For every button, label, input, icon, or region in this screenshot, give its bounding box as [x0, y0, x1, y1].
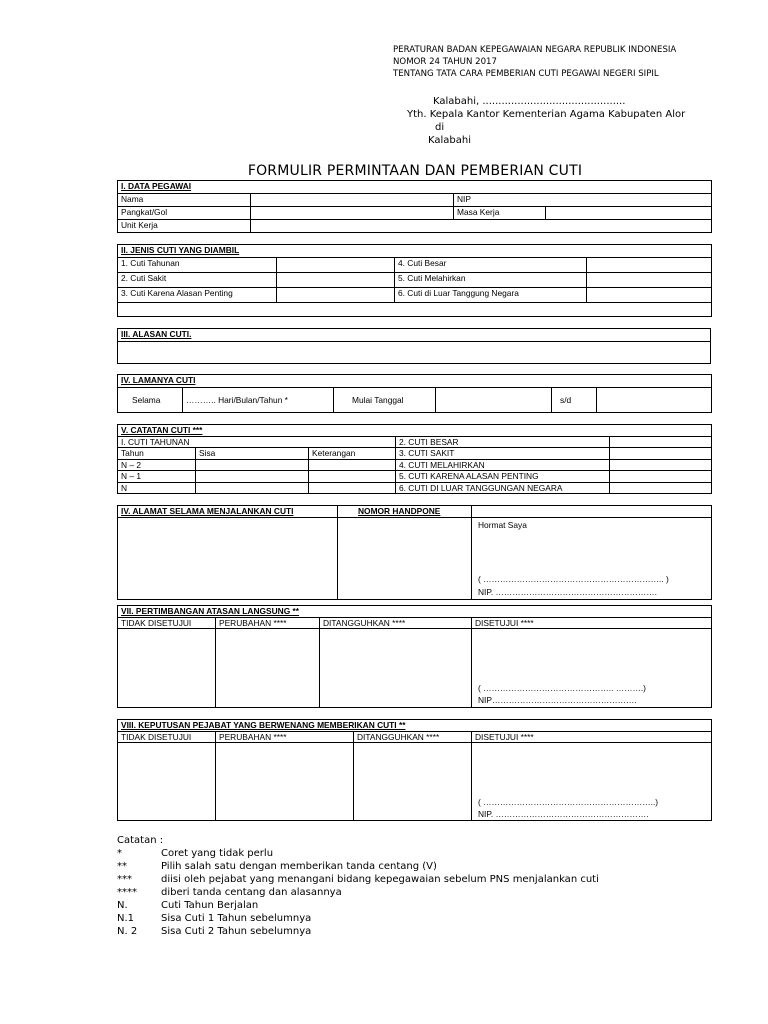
- field-alasan-cuti[interactable]: [118, 342, 711, 364]
- note-key: ****: [117, 887, 137, 898]
- field-sampai-tanggal[interactable]: [597, 388, 712, 413]
- note-key: *: [117, 848, 122, 859]
- signature-line[interactable]: ( ……………………………………………………..): [478, 797, 659, 807]
- notes-title: Catatan :: [117, 835, 164, 846]
- col-perubahan: PERUBAHAN ****: [216, 617, 320, 629]
- label-sd: s/d: [552, 388, 597, 413]
- catatan-field[interactable]: [610, 448, 712, 460]
- place-date: Kalabahi, .............................................: [433, 96, 626, 107]
- catatan-field[interactable]: [610, 482, 712, 494]
- field-ditangguhkan[interactable]: [320, 629, 472, 708]
- cuti-checkbox[interactable]: [277, 258, 395, 273]
- nip-line[interactable]: NIP. ……………………………………………….: [478, 809, 649, 819]
- note-key: N.1: [117, 913, 135, 924]
- field-sisa[interactable]: [196, 482, 309, 494]
- field-durasi[interactable]: ……….. Hari/Bulan/Tahun *: [183, 388, 334, 413]
- note-text: Sisa Cuti 1 Tahun sebelumnya: [161, 913, 312, 924]
- signature-box: [472, 517, 712, 599]
- row-year: N: [118, 482, 196, 494]
- row-year: N – 1: [118, 471, 196, 483]
- col-ditangguhkan: DITANGGUHKAN ****: [320, 617, 472, 629]
- field-perubahan[interactable]: [216, 629, 320, 708]
- note-item: [117, 925, 599, 938]
- cuti-item: 2. Cuti Sakit: [118, 273, 277, 288]
- col-tahun: Tahun: [118, 448, 196, 460]
- section-jenis-cuti: [117, 244, 712, 317]
- section-heading: IV. LAMANYA CUTI: [118, 375, 712, 388]
- note-item: [117, 847, 599, 860]
- col-disetujui: DISETUJUI ****: [472, 617, 712, 629]
- note-text: diisi oleh pejabat yang menangani bidang kepegawaian sebelum PNS menjalankan cuti: [161, 874, 599, 885]
- regulation-line-2: NOMOR 24 TAHUN 2017: [393, 57, 497, 67]
- field-keterangan[interactable]: [309, 482, 396, 494]
- col-keterangan: Keterangan: [309, 448, 396, 460]
- blank-row: [118, 303, 712, 317]
- section-alamat-cuti: [117, 505, 712, 600]
- catatan-field[interactable]: [610, 471, 712, 483]
- catatan-field[interactable]: [610, 436, 712, 448]
- recipient-line-3: Kalabahi: [428, 135, 472, 146]
- field-perubahan[interactable]: [216, 743, 354, 821]
- col-ditangguhkan: DITANGGUHKAN ****: [354, 731, 472, 743]
- cuti-item: 4. Cuti Besar: [395, 258, 587, 273]
- label-mulai-tanggal: Mulai Tanggal: [334, 388, 436, 413]
- blank-cell: [472, 506, 712, 518]
- field-ditangguhkan[interactable]: [354, 743, 472, 821]
- cuti-checkbox[interactable]: [587, 258, 712, 273]
- catatan-item: 6. CUTI DI LUAR TANGGUNGAN NEGARA: [396, 482, 610, 494]
- cuti-item: 6. Cuti di Luar Tanggung Negara: [395, 288, 587, 303]
- field-pangkat-gol[interactable]: [251, 207, 454, 220]
- cuti-checkbox[interactable]: [277, 288, 395, 303]
- note-key: N. 2: [117, 926, 138, 937]
- note-item: [117, 899, 599, 912]
- section-heading: II. JENIS CUTI YANG DIAMBIL: [118, 245, 712, 258]
- section-lamanya-cuti: [117, 374, 712, 413]
- field-disetujui[interactable]: [472, 629, 712, 708]
- recipient-line-2: di: [435, 122, 445, 133]
- field-sisa[interactable]: [196, 471, 309, 483]
- field-nomor-handphone[interactable]: [338, 517, 472, 599]
- col-tidak-disetujui: TIDAK DISETUJUI: [118, 731, 216, 743]
- catatan-item: 3. CUTI SAKIT: [396, 448, 610, 460]
- cuti-item: 3. Cuti Karena Alasan Penting: [118, 288, 277, 303]
- field-nama[interactable]: [251, 194, 454, 207]
- catatan-field[interactable]: [610, 459, 712, 471]
- section-heading: VII. PERTIMBANGAN ATASAN LANGSUNG **: [118, 606, 712, 618]
- note-item: [117, 912, 599, 925]
- note-key: N.: [117, 900, 128, 911]
- field-mulai-tanggal[interactable]: [436, 388, 552, 413]
- section-heading: V. CATATAN CUTI ***: [118, 425, 712, 437]
- field-tidak-disetujui[interactable]: [118, 629, 216, 708]
- section-alasan-cuti: [117, 328, 711, 364]
- field-sisa[interactable]: [196, 459, 309, 471]
- col-disetujui: DISETUJUI ****: [472, 731, 712, 743]
- label-nip: NIP: [454, 194, 712, 207]
- nip-line[interactable]: NIP. ………………………………………………….: [478, 586, 657, 597]
- field-masa-kerja[interactable]: [546, 207, 712, 220]
- regulation-line-3: TENTANG TATA CARA PEMBERIAN CUTI PEGAWAI NEGERI SIPIL: [393, 69, 659, 79]
- form-title: FORMULIR PERMINTAAN DAN PEMBERIAN CUTI: [247, 163, 583, 179]
- regulation-header: [393, 44, 676, 80]
- signature-line[interactable]: ( ……………………………………….. ……….): [478, 683, 646, 693]
- section-pertimbangan-atasan: [117, 605, 712, 708]
- note-text: diberi tanda centang dan alasannya: [161, 887, 342, 898]
- field-keterangan[interactable]: [309, 471, 396, 483]
- row-year: N – 2: [118, 459, 196, 471]
- cuti-checkbox[interactable]: [587, 288, 712, 303]
- section-catatan-cuti: [117, 424, 712, 494]
- label-pangkat-gol: Pangkat/Gol: [118, 207, 251, 220]
- recipient-line-1: Yth. Kepala Kantor Kementerian Agama Kabupaten Alor: [407, 109, 686, 120]
- label-masa-kerja: Masa Kerja: [454, 207, 546, 220]
- field-disetujui[interactable]: [472, 743, 712, 821]
- col-tidak-disetujui: TIDAK DISETUJUI: [118, 617, 216, 629]
- section-heading: I. DATA PEGAWAI: [118, 181, 712, 194]
- label-nomor-handphone: NOMOR HANDPONE: [338, 506, 472, 518]
- section-heading: III. ALASAN CUTI.: [118, 329, 711, 342]
- signature-line[interactable]: ( ……………………………………………………….. ): [478, 573, 669, 584]
- note-text: Coret yang tidak perlu: [161, 848, 274, 859]
- field-keterangan[interactable]: [309, 459, 396, 471]
- section-data-pegawai: [117, 180, 712, 233]
- note-item: [117, 860, 599, 873]
- label-hormat-saya: Hormat Saya: [478, 519, 527, 530]
- cuti-item: 1. Cuti Tahunan: [118, 258, 277, 273]
- catatan-item: 2. CUTI BESAR: [396, 436, 610, 448]
- note-item: [117, 886, 599, 899]
- note-text: Sisa Cuti 2 Tahun sebelumnya: [161, 926, 312, 937]
- col-perubahan: PERUBAHAN ****: [216, 731, 354, 743]
- regulation-line-1: PERATURAN BADAN KEPEGAWAIAN NEGARA REPUBLIK INDONESIA: [393, 45, 677, 55]
- field-unit-kerja[interactable]: [251, 220, 712, 233]
- label-cuti-tahunan: I. CUTI TAHUNAN: [118, 436, 396, 448]
- col-sisa: Sisa: [196, 448, 309, 460]
- field-alamat[interactable]: [118, 517, 338, 599]
- label-unit-kerja: Unit Kerja: [118, 220, 251, 233]
- section-keputusan-pejabat: [117, 719, 712, 821]
- label-selama: Selama: [118, 388, 183, 413]
- notes: [117, 834, 599, 938]
- nip-line[interactable]: NIP…………………………………………….: [478, 695, 637, 705]
- cuti-checkbox[interactable]: [277, 273, 395, 288]
- note-key: **: [117, 861, 127, 872]
- note-item: [117, 873, 599, 886]
- field-tidak-disetujui[interactable]: [118, 743, 216, 821]
- cuti-item: 5. Cuti Melahirkan: [395, 273, 587, 288]
- note-key: ***: [117, 874, 132, 885]
- section-heading: VIII. KEPUTUSAN PEJABAT YANG BERWENANG MEMBERIKAN CUTI **: [118, 720, 712, 732]
- note-text: Cuti Tahun Berjalan: [161, 900, 259, 911]
- cuti-checkbox[interactable]: [587, 273, 712, 288]
- label-nama: Nama: [118, 194, 251, 207]
- catatan-item: 4. CUTI MELAHIRKAN: [396, 459, 610, 471]
- note-text: Pilih salah satu dengan memberikan tanda centang (V): [161, 861, 437, 872]
- section-heading: IV. ALAMAT SELAMA MENJALANKAN CUTI: [118, 506, 338, 518]
- catatan-item: 5. CUTI KARENA ALASAN PENTING: [396, 471, 610, 483]
